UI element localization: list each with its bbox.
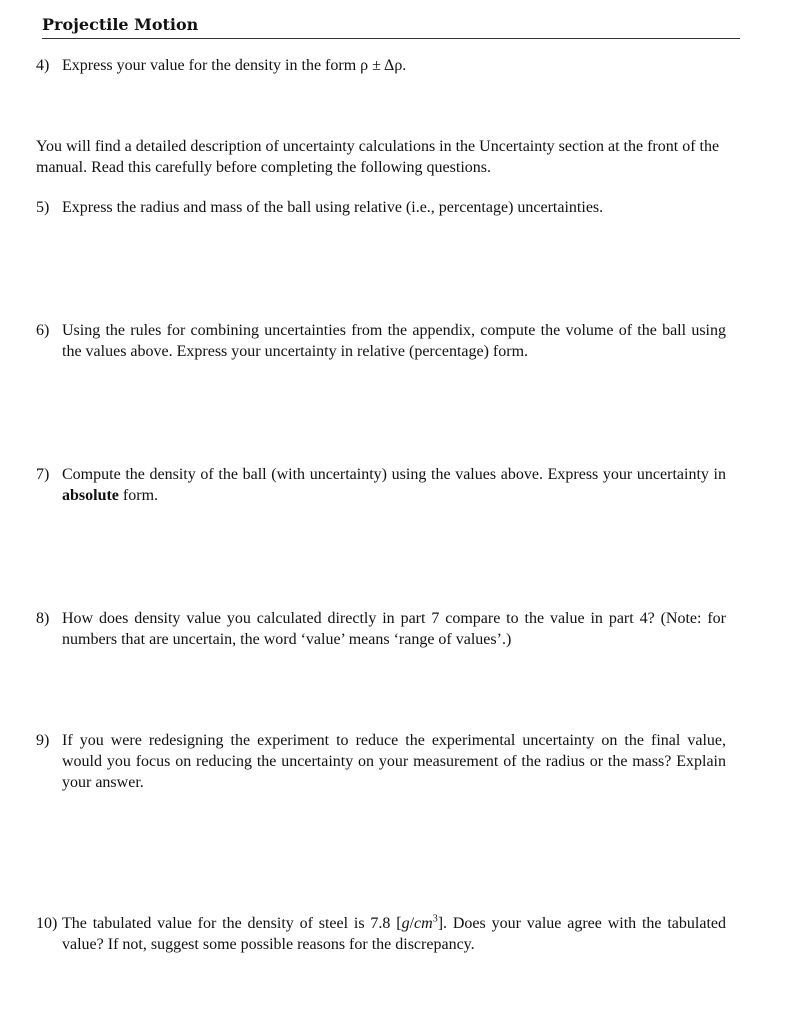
question-text: How does density value you calculated directly in part 7 compare to the value in part 4? (Note: for numbers that are uncertain, the word ‘value’ means ‘range of values’.) [62,610,726,648]
page-title: Projectile Motion [42,15,199,34]
question-number: 5) [36,199,50,216]
unit-slash: / [409,915,415,932]
question-number: 7) [36,466,50,483]
question-5 [36,197,726,218]
question-text-part: form. [118,487,159,504]
question-number: 6) [36,322,50,339]
question-number: 9) [36,732,50,749]
question-text-part: The tabulated value for the density of steel is 7.8 [ [62,915,402,932]
question-9 [36,730,726,793]
question-text [62,464,726,506]
question-7 [36,464,726,506]
intro-paragraph: You will find a detailed description of uncertainty calculations in the Uncertainty section at the front of the manual. Read this carefully before completing the following questions. [36,138,720,176]
unit-grams: g [401,915,410,932]
question-number: 10) [36,915,58,932]
question-text: Express the radius and mass of the ball using relative (i.e., percentage) uncertainties. [62,199,604,216]
question-text-part: ]. Does your value agree with the tabulated value? If not, suggest some possible reasons for the discrepancy. [62,915,727,953]
question-number: 8) [36,610,50,627]
question-text: Express your value for the density in the form ρ ± Δρ. [62,57,407,74]
question-number: 4) [36,57,50,74]
question-4 [36,55,726,76]
unit-cm: cm [414,915,433,932]
question-text [62,913,726,955]
unit-exponent: 3 [432,913,438,925]
question-10 [36,913,726,955]
question-text-part: Compute the density of the ball (with uncertainty) using the values above. Express your uncertainty in [62,466,726,483]
question-text: Using the rules for combining uncertainties from the appendix, compute the volume of the ball using the values above. Express your uncertainty in relative (percentage) form. [62,322,726,360]
question-6 [36,320,726,362]
question-text: If you were redesigning the experiment to reduce the experimental uncertainty on the final value, would you focus on reducing the uncertainty on your measurement of the radius or the mass? Explain your answer. [62,732,726,791]
page-header [42,14,740,39]
question-8 [36,608,726,650]
emphasis-absolute: absolute [62,487,119,504]
